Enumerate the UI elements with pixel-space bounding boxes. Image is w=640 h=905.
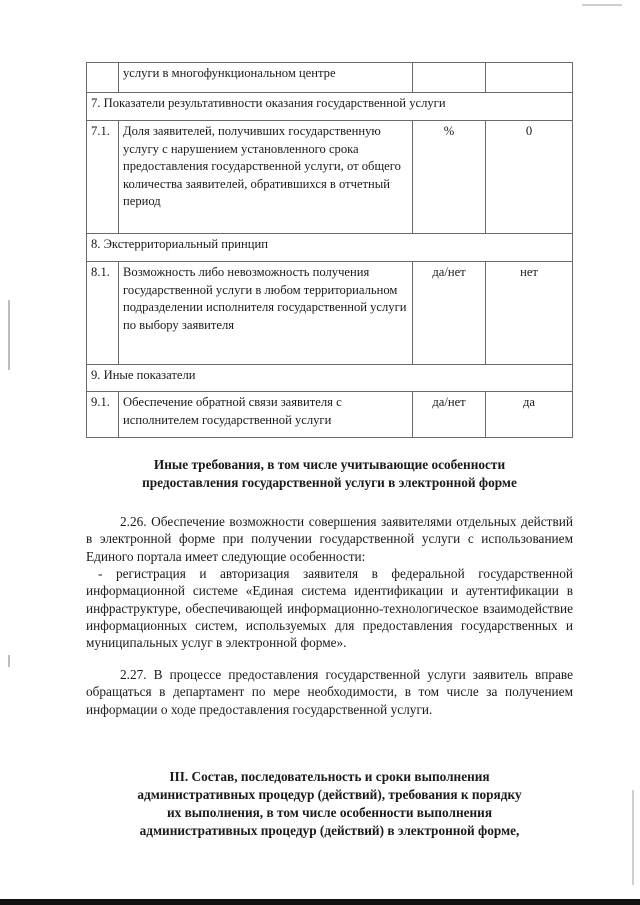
heading-line: их выполнения, в том числе особенности выполнения bbox=[166, 805, 493, 820]
heading-line: административных процедур (действий) в электронной форме, bbox=[139, 823, 520, 838]
row-number: 8.1. bbox=[87, 262, 119, 365]
scan-artifact-left-2 bbox=[8, 655, 10, 667]
paragraph-2-27: 2.27. В процессе предоставления государственной услуги заявитель вправе обращаться в департамент по мере необходимости, в том числе за получением информации о ходе предоставления государственной услуги. bbox=[86, 667, 573, 717]
row-number bbox=[87, 63, 119, 93]
table-section-row bbox=[87, 365, 573, 392]
table-section-row bbox=[87, 93, 573, 121]
row-value: нет bbox=[486, 262, 573, 365]
heading-line: Иные требования, в том числе учитывающие особенности bbox=[153, 457, 506, 472]
row-unit bbox=[413, 63, 486, 93]
row-value bbox=[486, 63, 573, 93]
section-heading-other-requirements bbox=[86, 456, 573, 492]
row-text: услуги в многофункциональном центре bbox=[119, 63, 413, 93]
row-unit: да/нет bbox=[413, 392, 486, 438]
heading-line: предоставления государственной услуги в электронной форме bbox=[142, 475, 517, 490]
scan-bottom-edge bbox=[0, 899, 640, 905]
heading-line: административных процедур (действий), требования к порядку bbox=[137, 787, 522, 802]
section-title: 7. Показатели результативности оказания государственной услуги bbox=[87, 93, 573, 121]
table-row bbox=[87, 392, 573, 438]
row-number: 7.1. bbox=[87, 121, 119, 234]
scan-artifact-right bbox=[632, 790, 634, 885]
row-value: да bbox=[486, 392, 573, 438]
scan-artifact-top bbox=[582, 4, 622, 6]
section-title: 9. Иные показатели bbox=[87, 365, 573, 392]
paragraph-2-26: 2.26. Обеспечение возможности совершения заявителями отдельных действий в электронной форме при получении государственной услуги с использованием Единого портала имеет следующие особенности: bbox=[86, 514, 573, 564]
table-row bbox=[87, 262, 573, 365]
indicators-table bbox=[86, 62, 573, 438]
scan-artifact-left bbox=[8, 300, 10, 370]
table-row bbox=[87, 121, 573, 234]
row-unit: % bbox=[413, 121, 486, 234]
row-unit: да/нет bbox=[413, 262, 486, 365]
row-text: Обеспечение обратной связи заявителя с исполнителем государственной услуги bbox=[119, 392, 413, 438]
chapter-heading-iii bbox=[86, 768, 573, 840]
row-value: 0 bbox=[486, 121, 573, 234]
row-text: Возможность либо невозможность получения государственной услуги в любом территориальном подразделении исполнителя государственной услуги по выбору заявителя bbox=[119, 262, 413, 365]
table-section-row bbox=[87, 234, 573, 262]
paragraph-bullet-registration: - регистрация и авторизация заявителя в федеральной государственной информационной системе «Единая система идентификации и аутентификации в инфраструктуре, обеспечивающей информационно-технологическое взаимодействие информационных систем, используемых для предоставления государственных и муниципальных услуг в электронной форме». bbox=[86, 566, 573, 651]
row-number: 9.1. bbox=[87, 392, 119, 438]
row-text: Доля заявителей, получивших государственную услугу с нарушением установленного срока предоставления государственной услуги, от общего количества заявителей, обратившихся в отчетный период bbox=[119, 121, 413, 234]
section-title: 8. Экстерриториальный принцип bbox=[87, 234, 573, 262]
heading-line: III. Состав, последовательность и сроки выполнения bbox=[169, 769, 490, 784]
table-row bbox=[87, 63, 573, 93]
